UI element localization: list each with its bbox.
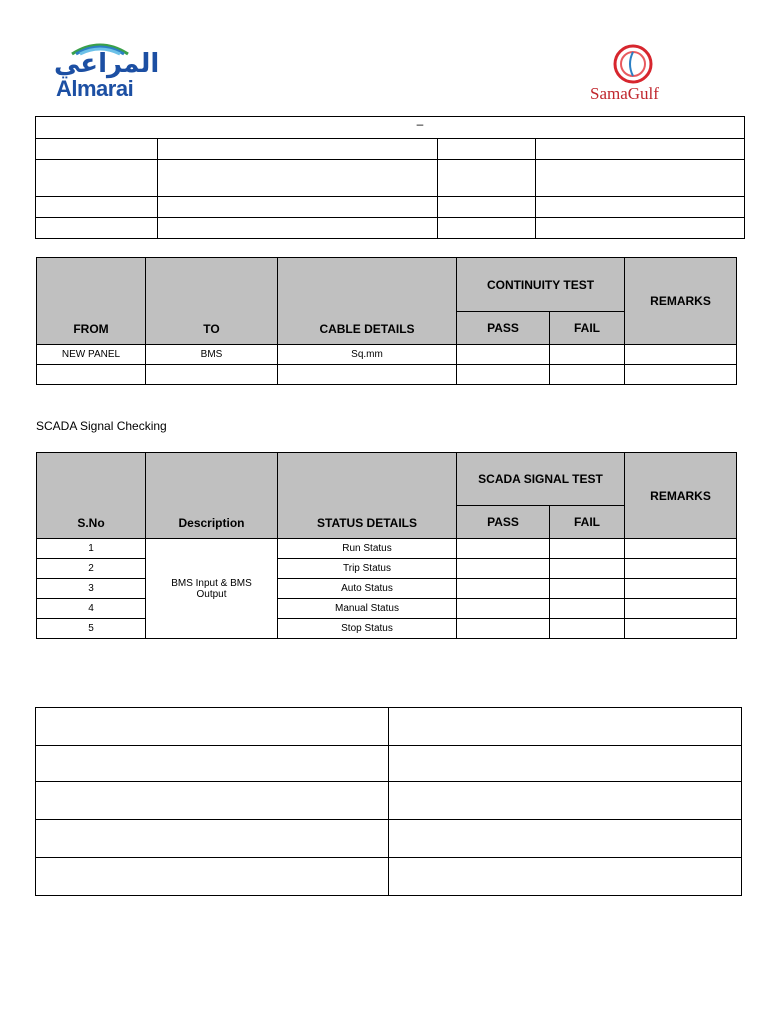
info-cell[interactable] — [536, 139, 745, 160]
info-cell[interactable] — [36, 139, 158, 160]
info-cell[interactable] — [158, 160, 438, 197]
signoff-cell[interactable] — [389, 858, 742, 896]
info-cell[interactable] — [158, 139, 438, 160]
from-cell[interactable] — [37, 365, 146, 385]
sno-cell: 5 — [37, 619, 146, 639]
info-cell[interactable] — [536, 160, 745, 197]
pass-cell[interactable] — [457, 559, 550, 579]
signoff-cell[interactable] — [389, 708, 742, 746]
cable-cell[interactable] — [278, 365, 457, 385]
cable-details-header: CABLE DETAILS — [278, 258, 457, 345]
continuity-test-header: CONTINUITY TEST — [457, 258, 625, 312]
status-cell: Stop Status — [278, 619, 457, 639]
description-cell — [146, 539, 278, 639]
pass-cell[interactable] — [457, 599, 550, 619]
scada-section-label: SCADA Signal Checking — [36, 419, 167, 433]
remarks-cell[interactable] — [625, 365, 737, 385]
info-cell[interactable] — [438, 197, 536, 218]
sno-cell: 3 — [37, 579, 146, 599]
sno-cell: 2 — [37, 559, 146, 579]
info-cell[interactable] — [158, 197, 438, 218]
remarks-cell[interactable] — [625, 619, 737, 639]
status-cell: Auto Status — [278, 579, 457, 599]
fail-cell[interactable] — [550, 539, 625, 559]
info-cell[interactable] — [36, 160, 158, 197]
pass-header: PASS — [457, 506, 550, 539]
signoff-cell[interactable] — [389, 746, 742, 782]
fail-cell[interactable] — [550, 599, 625, 619]
fail-cell[interactable] — [550, 619, 625, 639]
samagulf-swirl-icon — [611, 42, 655, 86]
signoff-cell[interactable] — [389, 820, 742, 858]
fail-cell[interactable] — [550, 579, 625, 599]
to-cell: BMS — [146, 345, 278, 365]
info-cell[interactable] — [36, 218, 158, 239]
remarks-cell[interactable] — [625, 345, 737, 365]
pass-cell[interactable] — [457, 345, 550, 365]
from-header: FROM — [37, 258, 146, 345]
remarks-cell[interactable] — [625, 559, 737, 579]
info-cell[interactable] — [158, 218, 438, 239]
info-table — [35, 116, 745, 239]
sno-cell: 4 — [37, 599, 146, 619]
to-header: TO — [146, 258, 278, 345]
pass-cell[interactable] — [457, 579, 550, 599]
remarks-cell[interactable] — [625, 599, 737, 619]
signoff-table — [35, 707, 742, 896]
info-cell[interactable] — [438, 218, 536, 239]
cable-cell: Sq.mm — [278, 345, 457, 365]
signoff-cell[interactable] — [36, 820, 389, 858]
almarai-arabic-wordmark: المراعي — [54, 49, 160, 79]
info-cell[interactable] — [536, 218, 745, 239]
pass-header: PASS — [457, 312, 550, 345]
samagulf-logo — [588, 42, 678, 104]
fail-cell[interactable] — [550, 345, 625, 365]
continuity-test-table — [36, 257, 737, 385]
fail-cell[interactable] — [550, 365, 625, 385]
info-title-cell — [36, 117, 745, 139]
almarai-logo — [54, 40, 160, 102]
to-cell[interactable] — [146, 365, 278, 385]
signoff-cell[interactable] — [36, 746, 389, 782]
samagulf-wordmark: SamaGulf — [590, 84, 659, 103]
signoff-cell[interactable] — [389, 782, 742, 820]
signoff-cell[interactable] — [36, 782, 389, 820]
scada-signal-test-header: SCADA SIGNAL TEST — [457, 453, 625, 506]
from-cell: NEW PANEL — [37, 345, 146, 365]
scada-signal-table — [36, 452, 737, 639]
sno-header: S.No — [37, 453, 146, 539]
pass-cell[interactable] — [457, 539, 550, 559]
sno-cell: 1 — [37, 539, 146, 559]
info-cell[interactable] — [438, 160, 536, 197]
status-cell: Trip Status — [278, 559, 457, 579]
pass-cell[interactable] — [457, 365, 550, 385]
info-cell[interactable] — [536, 197, 745, 218]
description-text: BMS Input & BMS Output — [171, 577, 252, 600]
remarks-cell[interactable] — [625, 539, 737, 559]
fail-header: FAIL — [550, 506, 625, 539]
status-details-header: STATUS DETAILS — [278, 453, 457, 539]
info-cell[interactable] — [438, 139, 536, 160]
fail-header: FAIL — [550, 312, 625, 345]
remarks-header: REMARKS — [625, 258, 737, 345]
remarks-cell[interactable] — [625, 579, 737, 599]
status-cell: Run Status — [278, 539, 457, 559]
info-title: – — [416, 117, 424, 131]
remarks-header: REMARKS — [625, 453, 737, 539]
fail-cell[interactable] — [550, 559, 625, 579]
signoff-cell[interactable] — [36, 708, 389, 746]
signoff-cell[interactable] — [36, 858, 389, 896]
description-header: Description — [146, 453, 278, 539]
almarai-english-wordmark: Almarai — [56, 76, 134, 101]
pass-cell[interactable] — [457, 619, 550, 639]
info-cell[interactable] — [36, 197, 158, 218]
status-cell: Manual Status — [278, 599, 457, 619]
